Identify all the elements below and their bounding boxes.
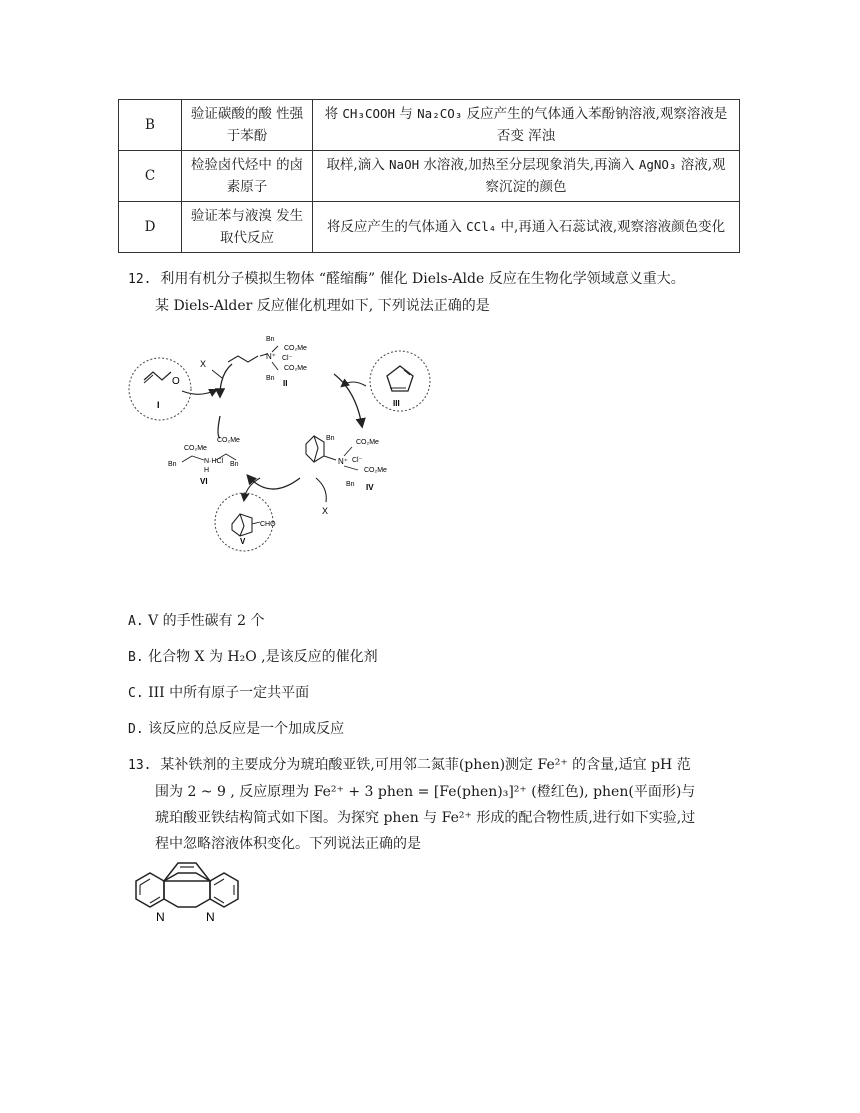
option-b: B. 化合物 X 为 H₂O ,是该反应的催化剂: [128, 649, 378, 665]
compound-i-circle: [129, 358, 191, 420]
vi-nh-hcl: N·HCl: [204, 458, 224, 465]
label-x-bottom: X: [322, 506, 329, 516]
iv-bn-top: Bn: [326, 435, 335, 442]
label-v: V: [240, 537, 246, 546]
question-13-stem: [128, 752, 748, 857]
compound-iv-norbornene: [306, 436, 324, 462]
question-12-stem: [128, 266, 748, 319]
label-vi: VI: [200, 477, 208, 486]
phen-structure: [126, 855, 250, 933]
iv-nplus: N⁺: [338, 457, 348, 466]
question-number: 13.: [128, 758, 152, 773]
ii-nplus: N⁺: [266, 352, 276, 361]
label-iv: IV: [366, 483, 374, 492]
stem-line: 利用有机分子模拟生物体 “醛缩酶” 催化 Diels-Alde 反应在生物化学领域意义重大。: [160, 271, 685, 287]
norbornene-aldehyde: [232, 514, 252, 536]
iv-co2me-top: CO₂Me: [356, 439, 379, 446]
option-d: D. 该反应的总反应是一个加成反应: [128, 721, 345, 737]
reagent-i-arrow: [182, 390, 216, 394]
label-x-top: X: [200, 359, 207, 369]
table-row: [119, 202, 740, 253]
x-arrow-bottom: [316, 478, 326, 502]
question-number: 12.: [128, 272, 152, 287]
cycle-arrow-left: [218, 416, 220, 438]
stem-line: 围为 2 ~ 9 , 反应原理为 Fe²⁺ + 3 phen = [Fe(phen)₃]²⁺ (橙红色), phen(平面形)与: [155, 784, 696, 800]
stem-line: 琥珀酸亚铁结构简式如下图。为探究 phen 与 Fe²⁺ 形成的配合物性质,进行如下实验,过: [155, 810, 696, 826]
catalytic-cycle-diagram: [120, 326, 440, 556]
label-iii: III: [393, 399, 400, 408]
row-purpose: 验证碳酸的酸 性强于苯酚: [182, 100, 313, 151]
x-arrow-top: [212, 370, 222, 378]
compound-iii-circle: [370, 351, 430, 411]
stem-line: 某 Diels-Alder 反应催化机理如下, 下列说法正确的是: [155, 298, 490, 314]
ii-co2me-bottom: CO₂Me: [284, 365, 307, 372]
row-purpose: 检验卤代烃中 的卤素原子: [182, 151, 313, 202]
option-a: A. V 的手性碳有 2 个: [128, 613, 265, 629]
ii-bn-top: Bn: [266, 336, 275, 343]
option-c: C. III 中所有原子一定共平面: [128, 685, 310, 701]
vi-bn-left: Bn: [168, 461, 177, 468]
vi-co2me-right: CO₂Me: [217, 437, 240, 444]
iv-co2me-bottom: CO₂Me: [364, 467, 387, 474]
phen-n-left: N: [156, 910, 165, 924]
iv-cl: Cl⁻: [352, 457, 363, 464]
row-method: 将 CH₃COOH 与 Na₂CO₃ 反应产生的气体通入苯酚钠溶液,观察溶液是否变 浑浊: [313, 100, 740, 151]
row-purpose: 验证苯与液溴 发生取代反应: [182, 202, 313, 253]
v-cho: CHO: [260, 521, 276, 528]
cycle-arrow-top-right: [334, 374, 362, 426]
phen-n-right: N: [206, 910, 215, 924]
vi-bn-right: Bn: [230, 461, 239, 468]
table-row: [119, 100, 740, 151]
stem-line: 程中忽略溶液体积变化。下列说法正确的是: [155, 836, 421, 852]
cycle-arrow-bottom: [248, 476, 300, 489]
experiment-table: [118, 99, 740, 253]
table-row: [119, 151, 740, 202]
row-label: D: [119, 202, 182, 253]
row-label: C: [119, 151, 182, 202]
row-method: 将反应产生的气体通入 CCl₄ 中,再通入石蕊试液,观察溶液颜色变化: [313, 202, 740, 253]
ii-cl: Cl⁻: [282, 355, 293, 362]
product-v-arrow: [244, 478, 260, 500]
row-label: B: [119, 100, 182, 151]
label-ii: II: [283, 379, 288, 388]
cycle-arrow-top-left: [220, 364, 232, 396]
stem-line: 某补铁剂的主要成分为琥珀酸亚铁,可用邻二氮菲(phen)测定 Fe²⁺ 的含量,适宜 pH 范: [160, 757, 691, 773]
compound-ii-chain: [228, 356, 258, 362]
ii-bn-bottom: Bn: [266, 375, 275, 382]
iv-bn-bottom: Bn: [346, 481, 355, 488]
vi-h: H: [204, 467, 210, 474]
vi-co2me-left: CO₂Me: [184, 445, 207, 452]
label-i: I: [157, 400, 160, 410]
acrolein-oxygen: O: [172, 376, 180, 387]
row-method: 取样,滴入 NaOH 水溶液,加热至分层现象消失,再滴入 AgNO₃ 溶液,观 察沉淀的颜色: [313, 151, 740, 202]
cyclopentadiene-ring: [387, 366, 413, 391]
ii-co2me-top: CO₂Me: [284, 345, 307, 352]
